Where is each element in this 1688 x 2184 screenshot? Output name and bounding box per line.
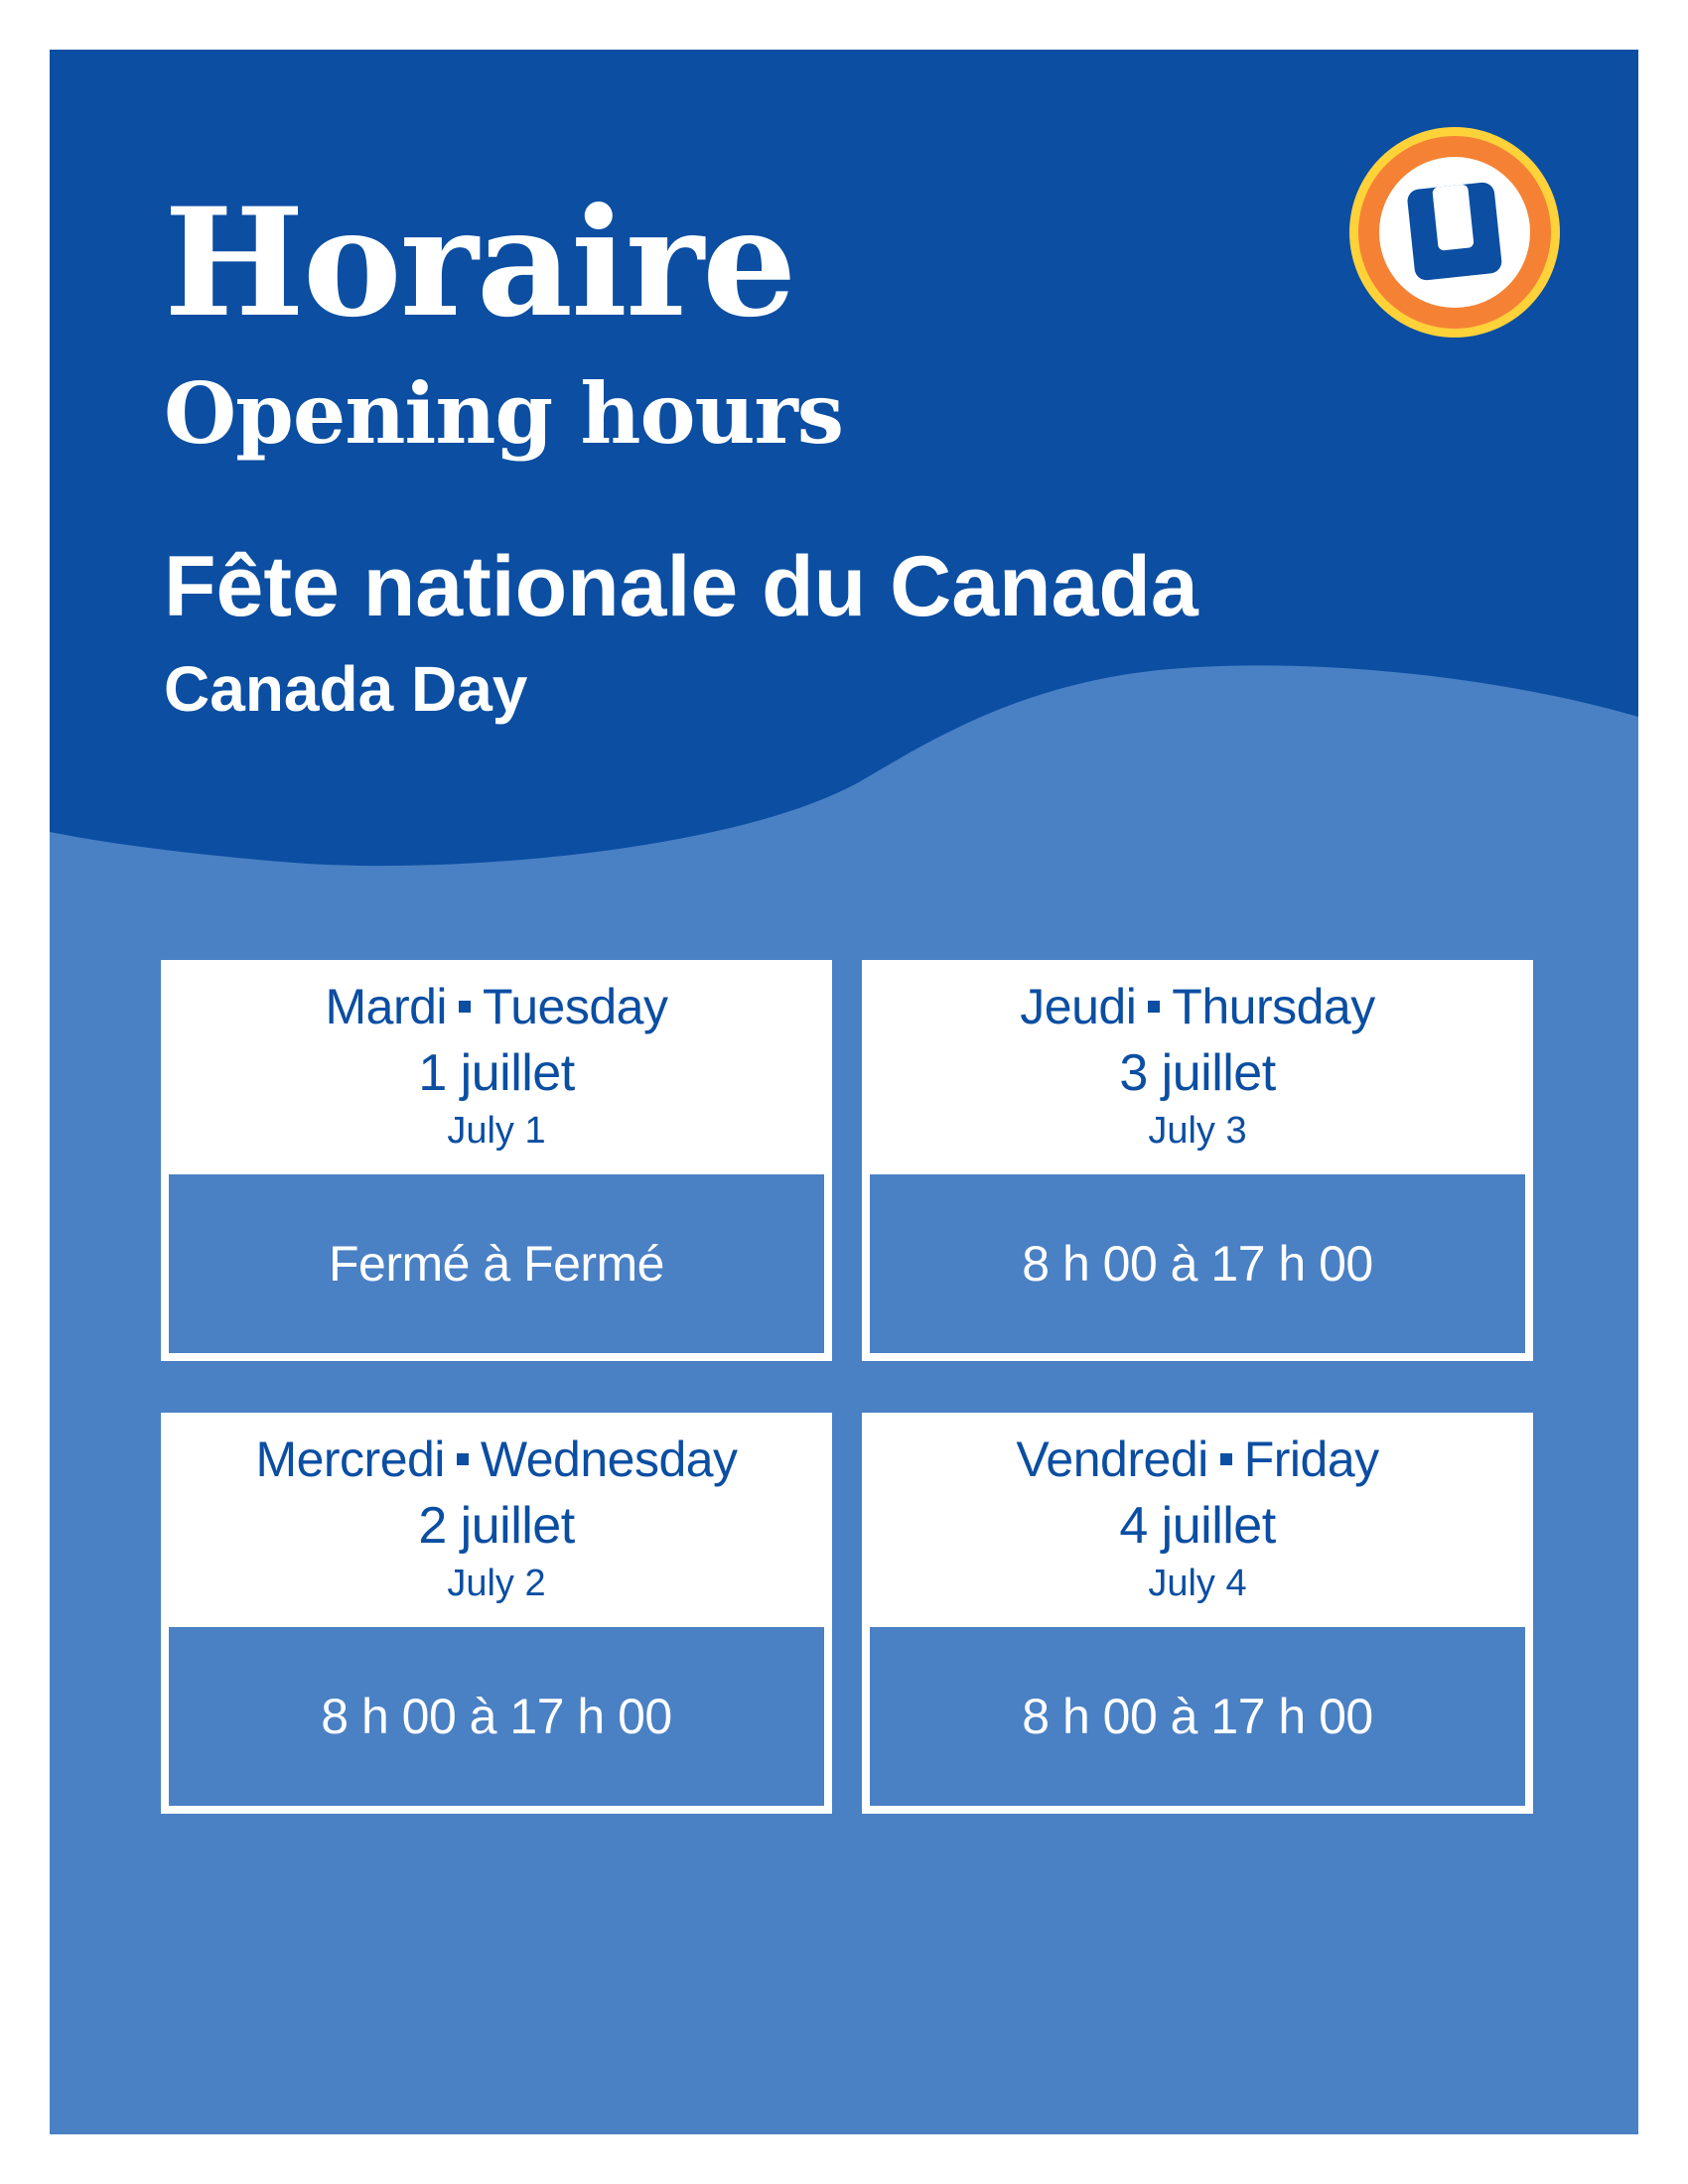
separator-square-icon bbox=[459, 1001, 471, 1013]
event-name-en: Canada Day bbox=[164, 653, 528, 725]
date-en: July 1 bbox=[447, 1110, 546, 1152]
day-label bbox=[161, 980, 832, 1034]
day-label bbox=[862, 980, 1533, 1034]
day-en: Friday bbox=[1243, 1432, 1379, 1487]
card-header bbox=[161, 1413, 832, 1627]
date-en: July 2 bbox=[447, 1563, 546, 1604]
hours-text: Fermé à Fermé bbox=[328, 1236, 664, 1292]
card-header bbox=[862, 960, 1533, 1174]
date-fr: 1 juillet bbox=[418, 1044, 575, 1102]
date-fr: 4 juillet bbox=[1119, 1497, 1276, 1555]
hours-box bbox=[870, 1627, 1525, 1806]
event-name-fr: Fête nationale du Canada bbox=[164, 539, 1198, 634]
date-en: July 3 bbox=[1148, 1110, 1247, 1152]
date-en: July 4 bbox=[1148, 1563, 1247, 1604]
schedule-card-tuesday bbox=[161, 960, 832, 1361]
schedule-card-thursday bbox=[862, 960, 1533, 1361]
day-en: Tuesday bbox=[483, 979, 668, 1034]
poster bbox=[50, 50, 1638, 2134]
day-fr: Jeudi bbox=[1020, 979, 1137, 1034]
day-en: Thursday bbox=[1172, 979, 1375, 1034]
day-fr: Mardi bbox=[325, 979, 448, 1034]
hours-box bbox=[169, 1627, 824, 1806]
date-fr: 3 juillet bbox=[1119, 1044, 1276, 1102]
hours-box bbox=[870, 1174, 1525, 1353]
card-header bbox=[161, 960, 832, 1174]
day-label bbox=[161, 1433, 832, 1487]
day-fr: Vendredi bbox=[1016, 1432, 1208, 1487]
page-subtitle: Opening hours bbox=[164, 364, 844, 463]
separator-square-icon bbox=[1220, 1453, 1232, 1465]
day-label bbox=[862, 1433, 1533, 1487]
hours-text: 8 h 00 à 17 h 00 bbox=[1022, 1236, 1373, 1292]
day-fr: Mercredi bbox=[255, 1432, 445, 1487]
hours-box bbox=[169, 1174, 824, 1353]
separator-square-icon bbox=[1148, 1001, 1160, 1013]
card-header bbox=[862, 1413, 1533, 1627]
date-fr: 2 juillet bbox=[418, 1497, 575, 1555]
page-title: Horaire bbox=[164, 176, 795, 350]
hours-text: 8 h 00 à 17 h 00 bbox=[1022, 1689, 1373, 1744]
hours-text: 8 h 00 à 17 h 00 bbox=[321, 1689, 672, 1744]
schedule-card-wednesday bbox=[161, 1413, 832, 1814]
u-logo-icon bbox=[1346, 124, 1563, 341]
separator-square-icon bbox=[457, 1453, 469, 1465]
day-en: Wednesday bbox=[480, 1432, 738, 1487]
schedule-card-friday bbox=[862, 1413, 1533, 1814]
